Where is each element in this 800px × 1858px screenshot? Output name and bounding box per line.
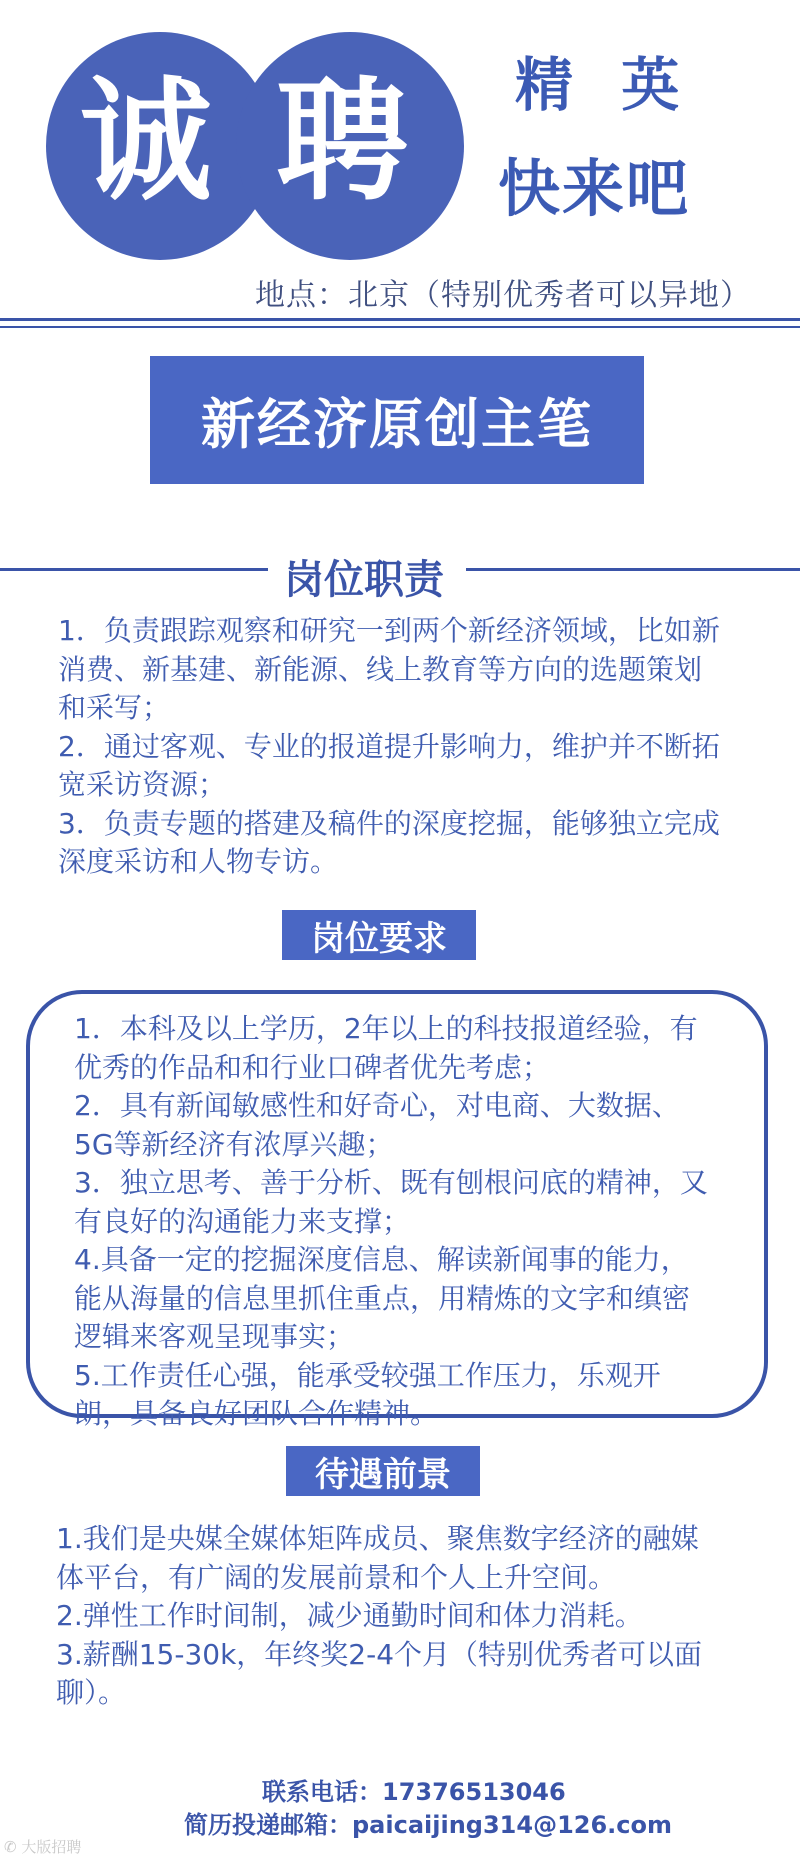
benefits-list bbox=[56, 1520, 706, 1713]
duties-divider-left bbox=[0, 568, 268, 571]
duties-item: 2．通过客观、专业的报道提升影响力，维护并不断拓宽采访资源； bbox=[58, 729, 720, 801]
requirements-item: 2．具有新闻敏感性和好奇心，对电商、大数据、5G等新经济有浓厚兴趣； bbox=[74, 1089, 680, 1161]
duties-list bbox=[58, 612, 728, 882]
header-rule-top bbox=[0, 318, 800, 321]
duties-divider-right bbox=[466, 568, 800, 571]
requirements-heading: 岗位要求 bbox=[282, 910, 476, 960]
location-text: 地点：北京（特别优秀者可以异地） bbox=[255, 278, 751, 313]
benefits-item: 3.薪酬15-30k，年终奖2-4个月（特别优秀者可以面聊）。 bbox=[56, 1637, 703, 1709]
slogan-elite: 精 英 bbox=[515, 51, 694, 119]
duties-item: 3．负责专题的搭建及稿件的深度挖掘，能够独立完成深度采访和人物专访。 bbox=[58, 806, 720, 878]
requirements-item: 1．本科及以上学历，2年以上的科技报道经验，有优秀的作品和和行业口碑者优先考虑； bbox=[74, 1012, 698, 1084]
contact-phone: 联系电话：17376513046 bbox=[262, 1778, 566, 1806]
requirements-item: 5.工作责任心强，能承受较强工作压力，乐观开朗，具备良好团队合作精神。 bbox=[74, 1358, 661, 1430]
benefits-item: 2.弹性工作时间制，减少通勤时间和体力消耗。 bbox=[56, 1599, 643, 1632]
requirements-item: 4.具备一定的挖掘深度信息、解读新闻事的能力，能从海量的信息里抓住重点，用精炼的文字和缜密逻辑来客观呈现事实； bbox=[74, 1243, 691, 1353]
duties-heading: 岗位职责 bbox=[284, 557, 444, 603]
contact-email: 简历投递邮箱：paicaijing314@126.com bbox=[184, 1811, 673, 1839]
duties-item: 1．负责跟踪观察和研究一到两个新经济领域，比如新消费、新基建、新能源、线上教育等方向的选题策划和采写； bbox=[58, 614, 720, 724]
benefits-heading: 待遇前景 bbox=[286, 1446, 480, 1496]
requirements-item: 3．独立思考、善于分析、既有刨根问底的精神，又有良好的沟通能力来支撑； bbox=[74, 1166, 708, 1238]
slogan-come-quickly: 快来吧 bbox=[498, 152, 691, 225]
header-char-pin: 聘 bbox=[276, 65, 408, 219]
position-title: 新经济原创主笔 bbox=[150, 356, 644, 484]
benefits-item: 1.我们是央媒全媒体矩阵成员、聚焦数字经济的融媒体平台，有广阔的发展前景和个人上升空间。 bbox=[56, 1522, 699, 1594]
header-rule-bottom bbox=[0, 326, 800, 328]
watermark: ✆ 大版招聘 bbox=[4, 1838, 82, 1856]
header-char-cheng: 诚 bbox=[80, 65, 212, 219]
requirements-list bbox=[74, 1010, 714, 1434]
